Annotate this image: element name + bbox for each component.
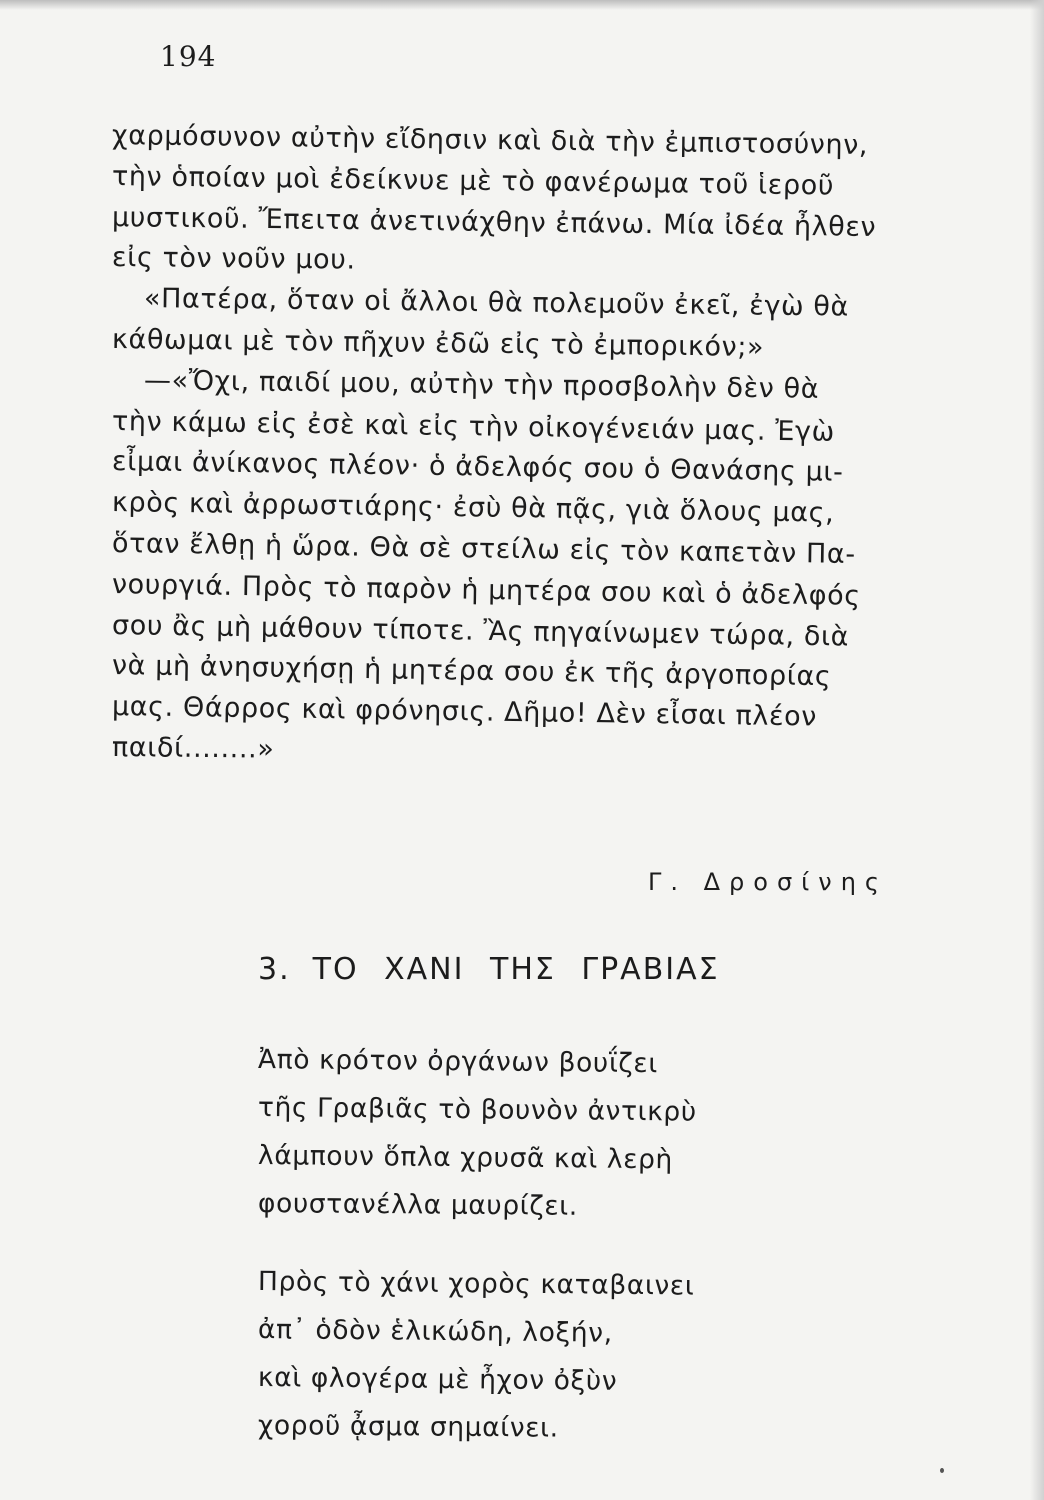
page-number: 194 bbox=[160, 40, 217, 73]
prose-line: τὴν ὁποίαν μοὶ ἐδείκνυε μὲ τὸ φανέρωμα τοῦ ἱεροῦ bbox=[111, 160, 835, 202]
poem-stanza bbox=[258, 1258, 694, 1450]
prose-line: τὴν κάμω εἰς ἐσὲ καὶ εἰς τὴν οἰκογένειάν μας. Ἐγὼ bbox=[111, 405, 836, 448]
prose-line: νὰ μὴ ἀνησυχήσῃ ἡ μητέρα σου ἐκ τῆς ἀργοπορίας bbox=[111, 650, 832, 693]
prose-line: —«Ὄχι, παιδί μου, αὐτὴν τὴν προσβολὴν δὲν θὰ bbox=[143, 364, 820, 405]
verse-line: καὶ φλογέρα μὲ ἦχον ὀξὺν bbox=[257, 1362, 618, 1397]
prose-line: μας. Θάρρος καὶ φρόνησις. Δῆμο! Δὲν εἶσαι πλέον bbox=[111, 691, 818, 733]
verse-line: ἀπ᾿ ὁδὸν ἑλικώδη, λοξήν, bbox=[257, 1314, 613, 1349]
prose-line: εἰς τὸν νοῦν μου. bbox=[111, 242, 356, 276]
verse-line: χοροῦ ᾆσμα σημαίνει. bbox=[257, 1410, 559, 1444]
verse-line: φουστανέλλα μαυρίζει. bbox=[257, 1188, 578, 1222]
section-title-text: ΤΟ ΧΑΝΙ ΤΗΣ ΓΡΑΒΙΑΣ bbox=[312, 952, 720, 987]
prose-line: χαρμόσυνον αὐτὴν εἴδησιν καὶ διὰ τὴν ἐμπιστοσύνην, bbox=[111, 120, 869, 161]
prose-line: εἶμαι ἀνίκανος πλέον· ὁ ἀδελφός σου ὁ Θανάσης μι- bbox=[111, 446, 844, 489]
prose-line: νουργιά. Πρὸς τὸ παρὸν ἡ μητέρα σου καὶ ὁ ἀδελφός bbox=[111, 568, 861, 612]
prose-line: μυστικοῦ. Ἔπειτα ἀνετινάχθην ἐπάνω. Μία ἰδέα ἦλθεν bbox=[111, 201, 877, 243]
author-signature: Γ. Δροσίνης bbox=[648, 868, 888, 896]
section-title bbox=[258, 952, 720, 987]
verse-line: λάμπουν ὅπλα χρυσᾶ καὶ λερὴ bbox=[257, 1140, 674, 1176]
section-number: 3. bbox=[258, 952, 291, 987]
poem-stanza bbox=[258, 1036, 697, 1228]
verse-line: τῆς Γραβιᾶς τὸ βουνὸν ἀντικρὺ bbox=[257, 1092, 697, 1128]
scan-top-edge bbox=[0, 0, 1044, 10]
ink-speck bbox=[940, 1468, 944, 1473]
prose-line: «Πατέρα, ὅταν οἱ ἄλλοι θὰ πολεμοῦν ἐκεῖ, ἐγὼ θὰ bbox=[143, 283, 850, 323]
verse-line: Ἀπὸ κρότον ὀργάνων βουΐζει bbox=[257, 1044, 659, 1080]
verse-line: Πρὸς τὸ χάνι χορὸς καταβαινει bbox=[257, 1266, 695, 1302]
prose-line: παιδί........» bbox=[111, 731, 275, 765]
prose-line: ὅταν ἔλθῃ ἡ ὥρα. Θὰ σὲ στείλω εἰς τὸν καπετὰν Πα- bbox=[111, 527, 856, 571]
prose-line: κάθωμαι μὲ τὸν πῆχυν ἐδῶ εἰς τὸ ἐμπορικόν;» bbox=[111, 323, 765, 363]
prose-line: σου ἂς μὴ μάθουν τίποτε. Ἂς πηγαίνωμεν τώρα, διὰ bbox=[111, 609, 850, 653]
scan-right-edge bbox=[1030, 0, 1044, 1500]
prose-line: κρὸς καὶ ἀρρωστιάρης· ἐσὺ θὰ πᾷς, γιὰ ὅλους μας, bbox=[111, 487, 835, 529]
prose-block bbox=[112, 116, 992, 769]
